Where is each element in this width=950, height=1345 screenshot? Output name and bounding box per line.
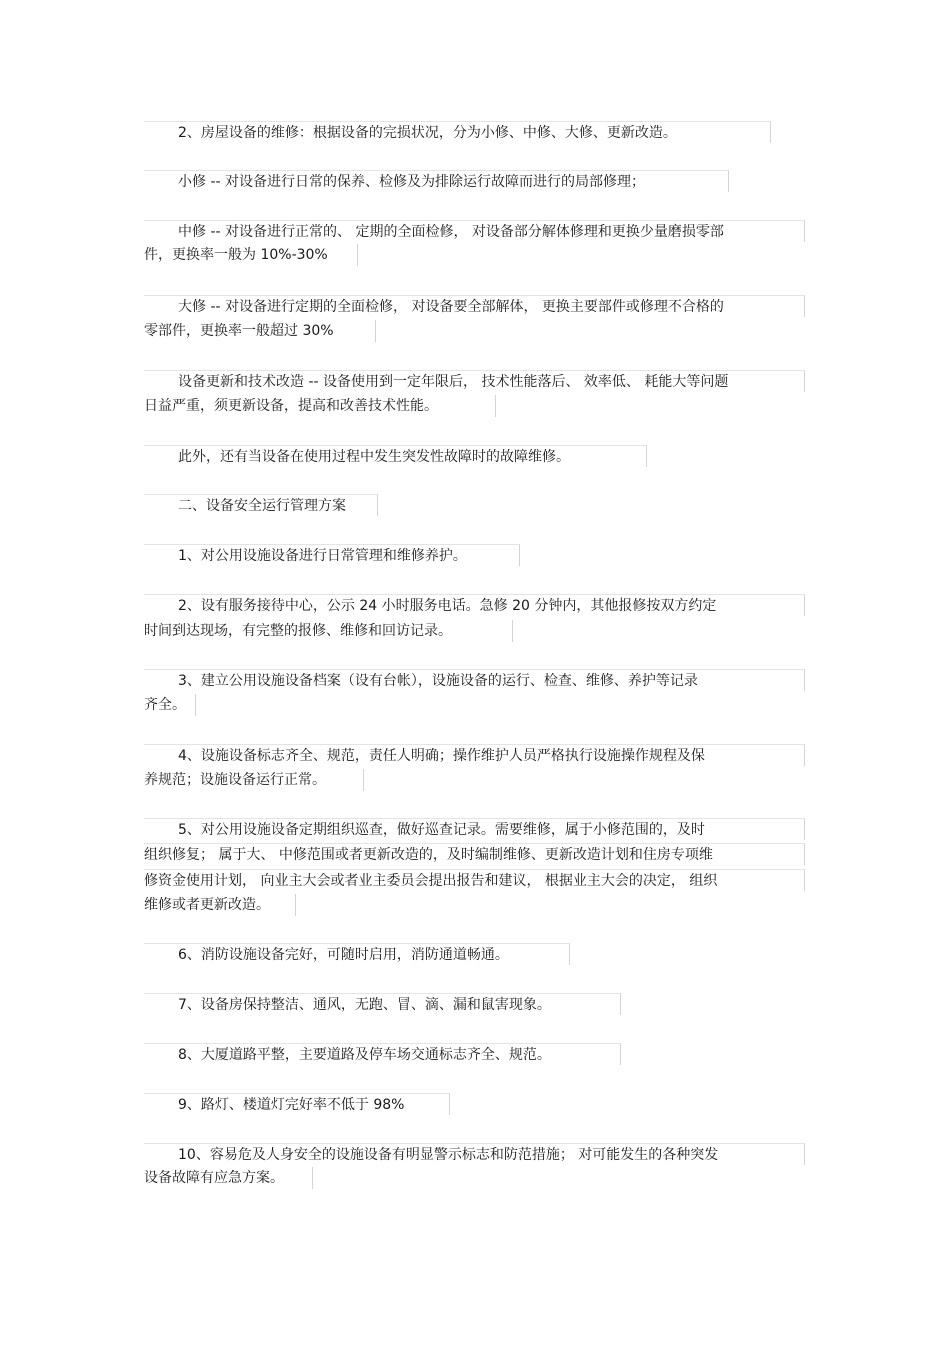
paragraph-p13-line-1: 6、消防设施设备完好，可随时启用，消防通道畅通。 <box>144 943 570 965</box>
paragraph-p11-line-1: 4、设施设备标志齐全、规范，责任人明确；操作维护人员严格执行设施操作规程及保 <box>144 744 805 766</box>
paragraph-p10-line-1: 3、建立公用设施设备档案（设有台帐），设施设备的运行、检查、维修、养护等记录 <box>144 669 805 691</box>
paragraph-p4-line-2: 零部件，更换率一般超过 30% <box>144 320 376 342</box>
paragraph-p5-line-1: 设备更新和技术改造 -- 设备使用到一定年限后， 技术性能落后、 效率低、 耗能大等问题 <box>144 370 805 392</box>
paragraph-p5-line-2: 日益严重，须更新设备，提高和改善技术性能。 <box>144 395 496 417</box>
paragraph-p9-line-2: 时间到达现场，有完整的报修、维修和回访记录。 <box>144 620 513 642</box>
paragraph-p2-line-1: 小修 -- 对设备进行日常的保养、检修及为排除运行故障而进行的局部修理； <box>144 170 729 192</box>
paragraph-p14-line-1: 7、设备房保持整洁、通风，无跑、冒、滴、漏和鼠害现象。 <box>144 993 621 1015</box>
paragraph-p17-line-1: 10、容易危及人身安全的设施设备有明显警示标志和防范措施； 对可能发生的各种突发 <box>144 1143 805 1165</box>
paragraph-p17-line-2: 设备故障有应急方案。 <box>144 1167 313 1189</box>
paragraph-p12-line-3: 修资金使用计划， 向业主大会或者业主委员会提出报告和建议， 根据业主大会的决定， 组织 <box>144 869 805 891</box>
paragraph-p12-line-2: 组织修复； 属于大、 中修范围或者更新改造的，及时编制维修、更新改造计划和住房专项维 <box>144 843 805 865</box>
paragraph-p1-line-1: 2、房屋设备的维修：根据设备的完损状况，分为小修、中修、大修、更新改造。 <box>144 121 771 143</box>
paragraph-p16-line-1: 9、路灯、楼道灯完好率不低于 98% <box>144 1093 450 1115</box>
section-heading: 二、设备安全运行管理方案 <box>144 494 378 516</box>
paragraph-p10-line-2: 齐全。 <box>144 694 196 716</box>
paragraph-p11-line-2: 养规范；设施设备运行正常。 <box>144 769 364 791</box>
paragraph-p6-line-1: 此外，还有当设备在使用过程中发生突发性故障时的故障维修。 <box>144 445 647 467</box>
paragraph-p12-line-4: 维修或者更新改造。 <box>144 894 296 916</box>
paragraph-p3-line-1: 中修 -- 对设备进行正常的、 定期的全面检修， 对设备部分解体修理和更换少量磨损零部 <box>144 220 805 242</box>
paragraph-p3-line-2: 件，更换率一般为 10%-30% <box>144 244 358 266</box>
paragraph-p4-line-1: 大修 -- 对设备进行定期的全面检修， 对设备要全部解体， 更换主要部件或修理不合格的 <box>144 295 805 317</box>
paragraph-p9-line-1: 2、设有服务接待中心，公示 24 小时服务电话。急修 20 分钟内，其他报修按双方约定 <box>144 594 805 616</box>
paragraph-p8-line-1: 1、对公用设施设备进行日常管理和维修养护。 <box>144 544 520 566</box>
paragraph-p15-line-1: 8、大厦道路平整，主要道路及停车场交通标志齐全、规范。 <box>144 1043 621 1065</box>
paragraph-p12-line-1: 5、对公用设施设备定期组织巡查，做好巡查记录。需要维修，属于小修范围的，及时 <box>144 818 805 840</box>
